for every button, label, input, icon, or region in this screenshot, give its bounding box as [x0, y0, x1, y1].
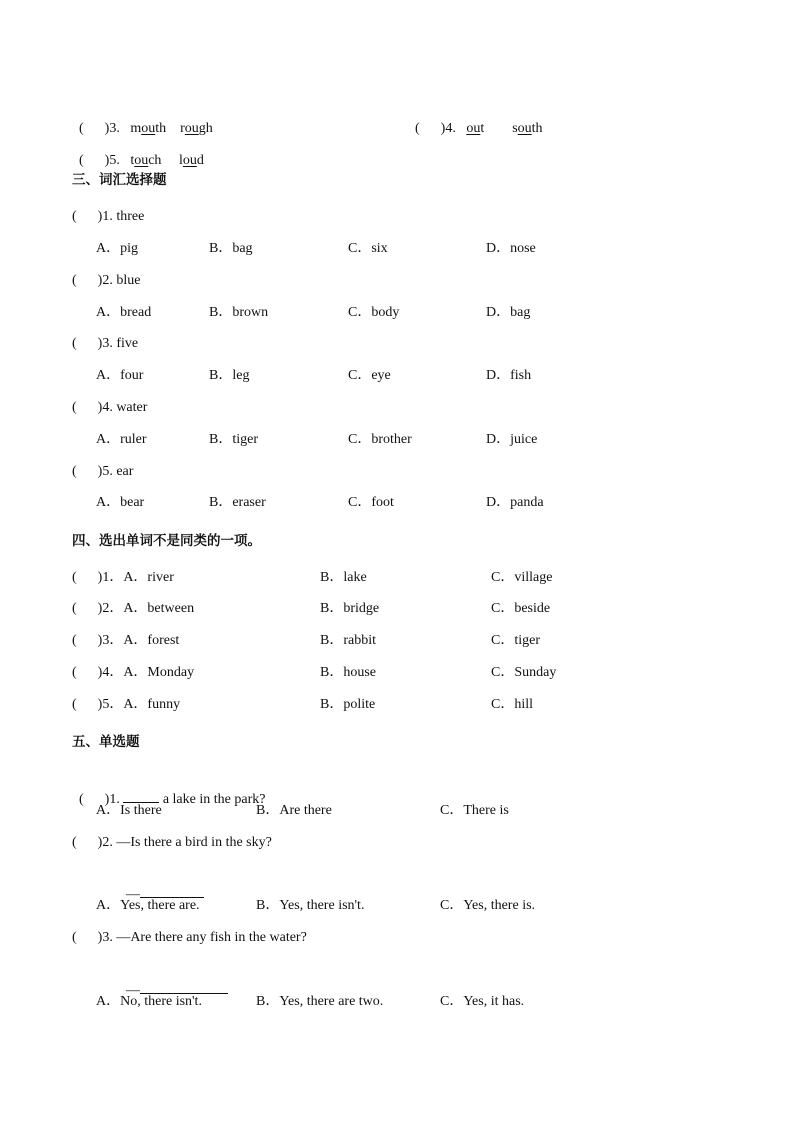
- option-b: B．tiger: [209, 432, 258, 447]
- option-a: A．Yes, there are.: [96, 898, 200, 913]
- option-c: C．Yes, it has.: [440, 994, 525, 1009]
- option-b: B．Yes, there isn't.: [256, 898, 365, 913]
- option-c: C．Sunday: [491, 665, 557, 680]
- question-number: 5.: [109, 153, 120, 168]
- option-a: A．bread: [96, 305, 152, 320]
- dash: —: [126, 983, 140, 998]
- odd-one-out-question-2: ( )2．A．between: [72, 601, 195, 616]
- underlined-letters: ou: [184, 121, 199, 136]
- vocab-question-1: ( )1. three: [72, 209, 145, 224]
- question-prefix: ( )1.: [79, 792, 124, 807]
- question-number: 4.: [445, 121, 456, 136]
- choice-question-2: ( )2. —Is there a bird in the sky?: [72, 835, 272, 850]
- word-letters: th: [155, 121, 167, 136]
- answer-blank: [140, 979, 228, 994]
- answer-bracket: ( ): [79, 153, 110, 168]
- option-d: D．bag: [486, 305, 531, 320]
- word-letters: ch: [148, 153, 162, 168]
- section-3-heading: 三、词汇选择题: [72, 172, 167, 188]
- word-1: [130, 153, 161, 168]
- word-letters: t: [130, 153, 135, 168]
- option-b: B．Yes, there are two.: [256, 994, 384, 1009]
- option-c: C．Yes, there is.: [440, 898, 536, 913]
- word-letters: m: [130, 121, 142, 136]
- option-b: B．leg: [209, 368, 250, 383]
- option-c: C．beside: [491, 601, 551, 616]
- option-d: D．juice: [486, 432, 538, 447]
- option-c: C．There is: [440, 803, 509, 818]
- underlined-letters: ou: [517, 121, 532, 136]
- answer-blank: [123, 788, 159, 803]
- option-b: B．polite: [320, 697, 376, 712]
- word-letters: th: [531, 121, 543, 136]
- underlined-letters: ou: [466, 121, 481, 136]
- underlined-letters: ou: [141, 121, 156, 136]
- option-c: C．hill: [491, 697, 534, 712]
- option-a: A．No, there isn't.: [96, 994, 202, 1009]
- odd-one-out-question-3: ( )3．A．forest: [72, 633, 180, 648]
- option-b: B．rabbit: [320, 633, 376, 648]
- word-letters: gh: [198, 121, 213, 136]
- odd-one-out-question-4: ( )4．A．Monday: [72, 665, 195, 680]
- question-number: 3.: [109, 121, 120, 136]
- option-c: C．foot: [348, 495, 394, 510]
- option-a: A．Is there: [96, 803, 162, 818]
- vocab-question-4: ( )4. water: [72, 400, 148, 415]
- option-c: C．brother: [348, 432, 412, 447]
- dash: —: [126, 887, 140, 902]
- option-b: B．brown: [209, 305, 269, 320]
- word-2: [179, 153, 204, 168]
- option-b: B．lake: [320, 570, 367, 585]
- option-a: A．four: [96, 368, 144, 383]
- word-letters: l: [178, 153, 183, 168]
- option-a: A．bear: [96, 495, 145, 510]
- vocab-question-2: ( )2. blue: [72, 273, 141, 288]
- option-b: B．bag: [209, 241, 253, 256]
- option-c: C．body: [348, 305, 400, 320]
- vocab-question-5: ( )5. ear: [72, 464, 134, 479]
- answer-bracket: ( ): [79, 121, 110, 136]
- word-letters: d: [196, 153, 204, 168]
- option-b: B．bridge: [320, 601, 380, 616]
- word-letters: t: [480, 121, 485, 136]
- phonics-question-4: [408, 102, 543, 138]
- option-a: A．pig: [96, 241, 138, 256]
- option-d: D．panda: [486, 495, 544, 510]
- option-b: B．Are there: [256, 803, 332, 818]
- option-c: C．village: [491, 570, 553, 585]
- word-1: [466, 121, 484, 136]
- underlined-letters: ou: [134, 153, 149, 168]
- odd-one-out-question-1: ( )1．A．river: [72, 570, 174, 585]
- word-2: [512, 121, 542, 136]
- answer-blank: [140, 883, 204, 898]
- word-letters: s: [512, 121, 518, 136]
- vocab-question-3: ( )3. five: [72, 336, 139, 351]
- option-c: C．eye: [348, 368, 391, 383]
- section-4-heading: 四、选出单词不是同类的一项。: [72, 533, 261, 549]
- phonics-question-5: [72, 134, 204, 170]
- section-5-heading: 五、单选题: [72, 734, 140, 750]
- option-a: A．ruler: [96, 432, 147, 447]
- option-d: D．fish: [486, 368, 532, 383]
- odd-one-out-question-5: ( )5．A．funny: [72, 697, 181, 712]
- word-letters: r: [180, 121, 185, 136]
- choice-question-3: ( )3. —Are there any fish in the water?: [72, 930, 307, 945]
- option-b: B．eraser: [209, 495, 266, 510]
- option-b: B．house: [320, 665, 376, 680]
- underlined-letters: ou: [182, 153, 197, 168]
- option-c: C．tiger: [491, 633, 540, 648]
- option-c: C．six: [348, 241, 388, 256]
- option-d: D．nose: [486, 241, 536, 256]
- question-text: a lake in the park?: [159, 792, 266, 807]
- phonics-question-3: [72, 102, 213, 138]
- answer-bracket: ( ): [415, 121, 446, 136]
